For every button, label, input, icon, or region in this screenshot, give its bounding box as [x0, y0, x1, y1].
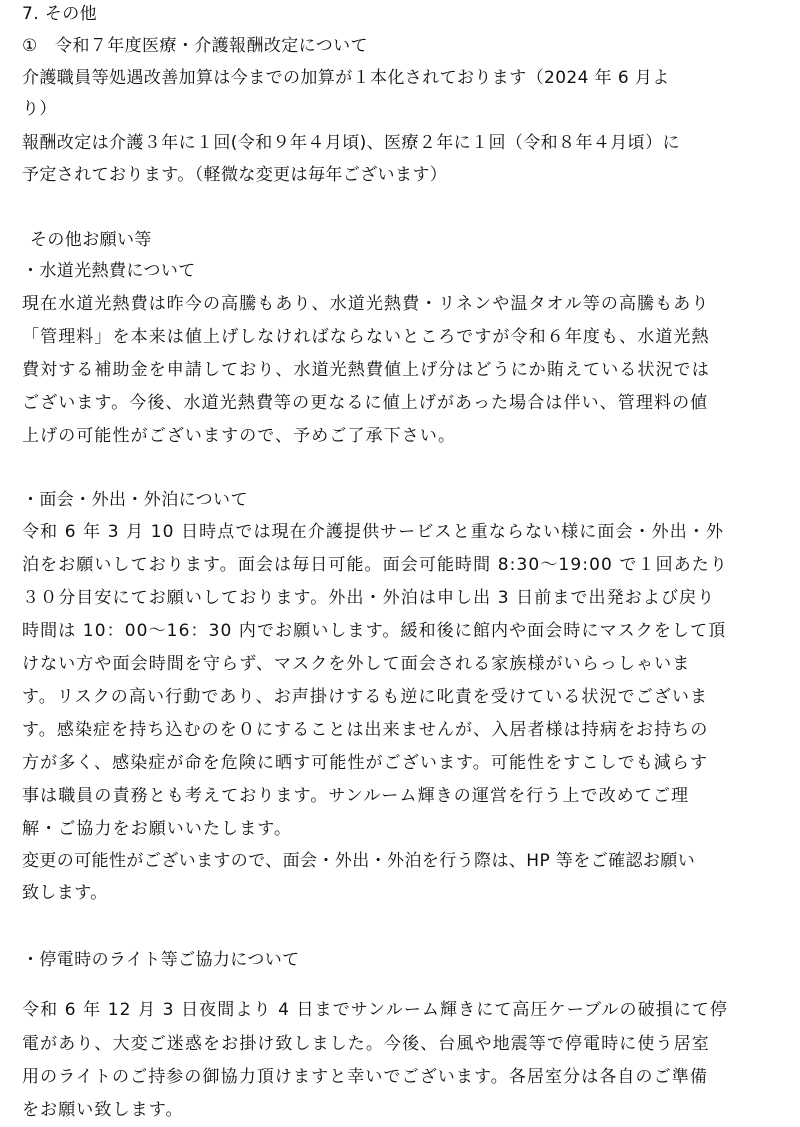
item1-line-1: 介護職員等処遇改善加算は今までの加算が１本化されております（2024 年 6 月よ	[22, 68, 670, 88]
visits-line-3: ３０分目安にてお願いしております。外出・外泊は申し出 3 日前まで出発および戻り	[22, 588, 716, 608]
visits-line-12: 致します。	[22, 883, 108, 903]
utilities-line-1: 現在水道光熱費は昨今の高騰もあり、水道光熱費・リネンや温タオル等の高騰もあり	[22, 294, 710, 314]
visits-line-7: す。感染症を持ち込むのを０にすることは出来ませんが、入居者様は持病をお持ちの	[22, 720, 709, 740]
item1-line-2: り）	[22, 99, 57, 119]
visits-line-1: 令和 6 年 3 月 10 日時点では現在介護提供サービスと重ならない様に面会・外出・外	[22, 522, 725, 542]
power-outage-line-4: をお願い致します。	[22, 1100, 184, 1120]
power-outage-line-2: 電があり、大変ご迷惑をお掛け致しました。今後、台風や地震等で停電時に使う居室	[22, 1034, 710, 1054]
visits-line-4: 時間は 10：00～16：30 内でお願いします。緩和後に館内や面会時にマスクをして頂	[22, 621, 727, 641]
power-outage-line-3: 用のライトのご持参の御協力頂けますと幸いでございます。各居室分は各自のご準備	[22, 1067, 708, 1087]
section-heading: 7. その他	[22, 4, 98, 24]
power-outage-title: ・停電時のライト等ご協力について	[22, 950, 300, 970]
item1-line-4: 予定されております。（軽微な変更は毎年ございます）	[22, 165, 448, 185]
visits-title: ・面会・外出・外泊について	[22, 490, 248, 510]
utilities-line-5: 上げの可能性がございますので、予めご了承下さい。	[22, 426, 457, 446]
visits-line-10: 解・ご協力をお願いいたします。	[22, 819, 293, 839]
utilities-line-4: ございます。今後、水道光熱費等の更なるに値上げがあった場合は伴い、管理料の値	[22, 393, 709, 413]
utilities-title: ・水道光熱費について	[22, 261, 196, 281]
visits-line-2: 泊をお願いしております。面会は毎日可能。面会可能時間 8:30～19:00 で１回あたり	[22, 555, 729, 575]
visits-line-8: 方が多く、感染症が命を危険に晒す可能性がございます。可能性をすこしでも減らす	[22, 753, 709, 773]
item1-line-3: 報酬改定は介護３年に１回(令和９年４月頃)、医療２年に１回（令和８年４月頃）に	[22, 133, 680, 153]
utilities-line-3: 費対する補助金を申請しており、水道光熱費値上げ分はどうにか賄えている状況では	[22, 360, 710, 380]
power-outage-line-1: 令和 6 年 12 月 3 日夜間より 4 日までサンルーム輝きにて高圧ケーブルの破損にて停	[22, 1000, 729, 1020]
visits-line-6: す。リスクの高い行動であり、お声掛けするも逆に叱責を受けている状況でございま	[22, 687, 709, 707]
visits-line-11: 変更の可能性がございますので、面会・外出・外泊を行う際は、HP 等をご確認お願い	[22, 851, 696, 871]
requests-title: その他お願い等	[30, 230, 152, 250]
utilities-line-2: 「管理料」を本来は値上げしなければならないところですが令和６年度も、水道光熱	[22, 327, 710, 347]
item1-title: ① 令和７年度医療・介護報酬改定について	[22, 36, 368, 56]
visits-line-9: 事は職員の責務とも考えております。サンルーム輝きの運営を行う上で改めてご理	[22, 786, 690, 806]
visits-line-5: けない方や面会時間を守らず、マスクを外して面会される家族様がいらっしゃいま	[22, 654, 691, 674]
